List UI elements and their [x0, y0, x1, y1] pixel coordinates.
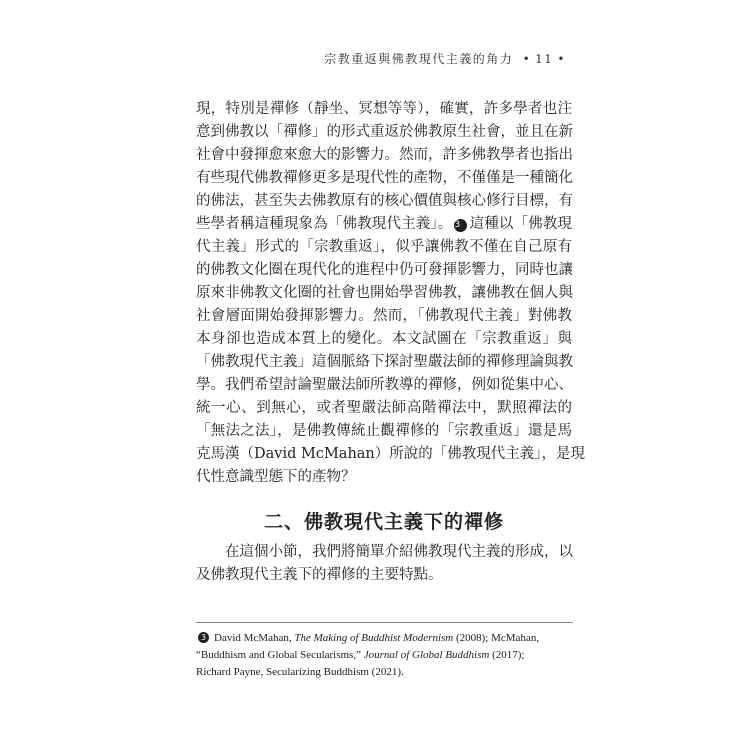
footnote-text: David McMahan,: [214, 632, 295, 644]
text-line: 「無法之法」，是佛教傳統止觀禪修的「宗教重返」還是馬: [196, 423, 572, 439]
paragraph-1: [196, 98, 586, 489]
footnote-book-title: The Making of Buddhist Modernism: [294, 632, 454, 644]
text-line: 的佛教文化圈在現代化的進程中仍可發揮影響力，同時也讓: [196, 262, 573, 278]
footnote: [196, 630, 572, 681]
section-title: 二、佛教現代主義下的禪修: [263, 511, 504, 533]
text-line: 「佛教現代主義」這個脈絡下探討聖嚴法師的禪修理論與教: [196, 354, 573, 370]
text-line-part: 這種以「佛教現: [469, 216, 573, 232]
text-line: 意到佛教以「禪修」的形式重返於佛教原生社會，並且在新: [196, 124, 573, 140]
text-line: 原來非佛教文化圈的社會也開始學習佛教，讓佛教在個人與: [196, 285, 573, 301]
footnote-line: [196, 647, 572, 664]
running-header: [324, 50, 570, 67]
footnote-marker-icon[interactable]: 3: [454, 219, 467, 232]
text-line: 統一心、到無心，或者聖嚴法師高階禪法中，默照禪法的: [196, 400, 572, 416]
footnote-text: (2017);: [489, 649, 525, 661]
text-line: 及佛教現代主義下的禪修的主要特點。: [196, 567, 443, 583]
text-line: 的佛法，甚至失去佛教原有的核心價值與核心修行目標，有: [196, 193, 573, 209]
footnote-number-icon: 3: [198, 632, 209, 643]
header-bullet-right: •: [557, 52, 566, 66]
text-line: 本身卻也造成本質上的變化。本文試圖在「宗教重返」與: [196, 331, 572, 347]
footnote-line: [196, 630, 572, 647]
text-line: 社會中發揮愈來愈大的影響力。然而，許多佛教學者也指出: [196, 147, 573, 163]
text-line-part: 些學者稱這種現象為「佛教現代主義」。: [196, 216, 453, 232]
text-line: 克馬漢（David McMahan）所說的「佛教現代主義」，是現: [196, 446, 586, 462]
text-line: 在這個小節，我們將簡單介紹佛教現代主義的形成，以: [225, 544, 573, 560]
text-line: 代性意識型態下的產物？: [196, 469, 356, 485]
footnote-journal-title: Journal of Global Buddhism: [363, 649, 490, 661]
text-line: 代主義」形式的「宗教重返」，似乎讓佛教不僅在自己原有: [196, 239, 572, 255]
footnote-divider: [196, 622, 573, 623]
footnote-text: “Buddhism and Global Secularisms,”: [196, 649, 364, 661]
text-line: 有些現代佛教禪修更多是現代性的產物，不僅僅是一種簡化: [196, 170, 573, 186]
paragraph-2: [196, 541, 572, 587]
page-number: 11: [535, 52, 554, 66]
text-line: 學。我們希望討論聖嚴法師所教導的禪修，例如從集中心、: [196, 377, 573, 393]
text-line: 現，特別是禪修（靜坐、冥想等等），確實，許多學者也注: [196, 101, 572, 117]
footnote-line: Richard Payne, Secularizing Buddhism (2021).: [196, 666, 404, 678]
header-bullet-left: •: [522, 52, 532, 66]
header-title: 宗教重返與佛教現代主義的角力: [324, 52, 514, 66]
text-line: [196, 213, 572, 236]
footnote-text: (2008); McMahan,: [453, 632, 540, 644]
text-line: 社會層面開始發揮影響力。然而，「佛教現代主義」對佛教: [196, 308, 572, 324]
